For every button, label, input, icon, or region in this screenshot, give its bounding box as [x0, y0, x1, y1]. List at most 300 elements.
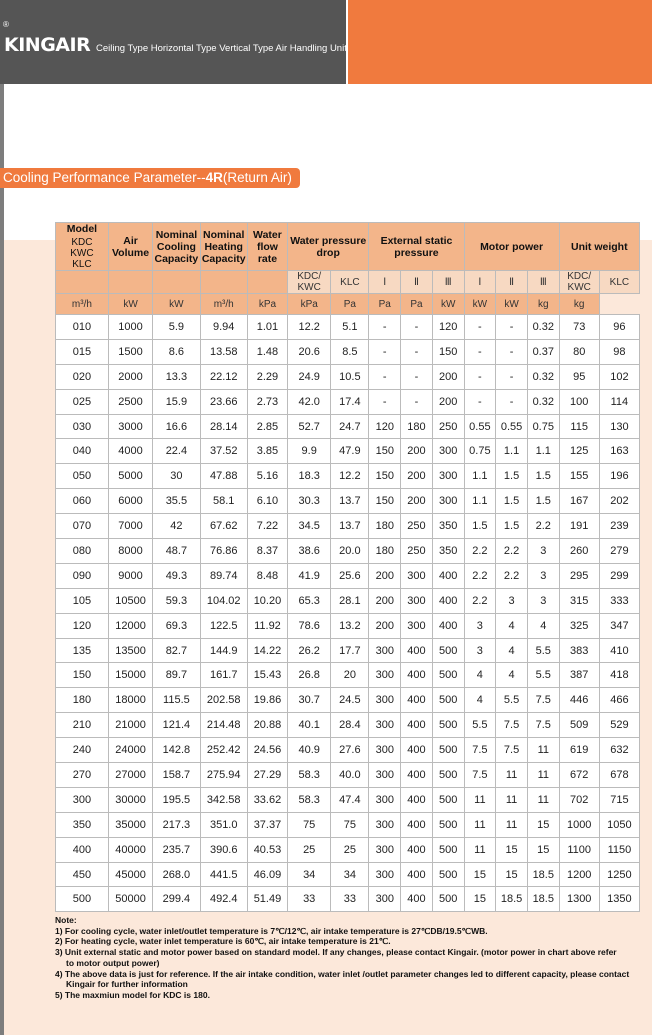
- table-cell: 15.9: [153, 389, 200, 414]
- table-cell: 13.3: [153, 364, 200, 389]
- table-cell: 196: [599, 464, 639, 489]
- table-row: [56, 763, 640, 788]
- table-cell: 492.4: [200, 887, 247, 912]
- table-cell: 12000: [108, 613, 152, 638]
- table-row: [56, 588, 640, 613]
- table-cell: 28.4: [331, 713, 369, 738]
- table-cell: 3: [464, 613, 496, 638]
- table-cell: 4: [527, 613, 559, 638]
- table-cell: 400: [401, 638, 433, 663]
- model-cell: 300: [56, 787, 109, 812]
- model-cell: 060: [56, 489, 109, 514]
- table-cell: 3: [464, 638, 496, 663]
- table-cell: 529: [599, 713, 639, 738]
- table-cell: 75: [331, 812, 369, 837]
- note-4-continued: Kingair for further information: [66, 979, 188, 990]
- table-cell: 33.62: [247, 787, 287, 812]
- model-cell: 120: [56, 613, 109, 638]
- table-cell: 400: [401, 688, 433, 713]
- table-cell: 315: [559, 588, 599, 613]
- table-cell: 300: [369, 688, 401, 713]
- model-cell: 400: [56, 837, 109, 862]
- table-cell: 24.9: [288, 364, 331, 389]
- model-header: Model: [66, 223, 98, 235]
- header-row-1: [56, 223, 640, 271]
- table-row: [56, 837, 640, 862]
- table-cell: 121.4: [153, 713, 200, 738]
- table-cell: 200: [432, 364, 464, 389]
- table-cell: 37.37: [247, 812, 287, 837]
- table-row: [56, 389, 640, 414]
- table-cell: 52.7: [288, 414, 331, 439]
- table-cell: -: [464, 364, 496, 389]
- table-cell: 295: [559, 563, 599, 588]
- table-cell: 19.86: [247, 688, 287, 713]
- table-cell: 8.37: [247, 539, 287, 564]
- table-cell: 28.1: [331, 588, 369, 613]
- sub-static-i: Ⅰ: [369, 271, 401, 294]
- table-cell: 15: [527, 812, 559, 837]
- table-cell: 45000: [108, 862, 152, 887]
- table-cell: 7.5: [464, 738, 496, 763]
- table-cell: 1.5: [527, 464, 559, 489]
- model-cell: 500: [56, 887, 109, 912]
- table-cell: 200: [369, 613, 401, 638]
- table-cell: 1.1: [527, 439, 559, 464]
- table-cell: 300: [369, 663, 401, 688]
- table-cell: 6.10: [247, 489, 287, 514]
- table-cell: 18000: [108, 688, 152, 713]
- table-cell: 250: [401, 514, 433, 539]
- table-cell: 35000: [108, 812, 152, 837]
- table-cell: 13.7: [331, 489, 369, 514]
- table-cell: 250: [432, 414, 464, 439]
- table-cell: 28.14: [200, 414, 247, 439]
- table-cell: 300: [369, 787, 401, 812]
- table-cell: 351.0: [200, 812, 247, 837]
- table-row: [56, 713, 640, 738]
- table-row: [56, 539, 640, 564]
- table-cell: 1150: [599, 837, 639, 862]
- table-cell: 0.32: [527, 315, 559, 340]
- table-cell: 8.6: [153, 339, 200, 364]
- table-cell: 200: [401, 464, 433, 489]
- table-cell: 15: [464, 887, 496, 912]
- table-cell: -: [496, 315, 528, 340]
- table-cell: 58.1: [200, 489, 247, 514]
- table-cell: 1350: [599, 887, 639, 912]
- table-cell: 11: [496, 812, 528, 837]
- table-cell: 390.6: [200, 837, 247, 862]
- table-cell: 1.01: [247, 315, 287, 340]
- table-cell: 715: [599, 787, 639, 812]
- table-cell: 11: [496, 763, 528, 788]
- table-cell: 24.7: [331, 414, 369, 439]
- header-subtitle: Ceiling Type Horizontal Type Vertical Type Air Handling Unit: [96, 43, 347, 54]
- notes-label: Note:: [55, 915, 77, 925]
- table-cell: 42.0: [288, 389, 331, 414]
- unit-cell: kPa: [288, 294, 331, 315]
- sub-motor-iii: Ⅲ: [527, 271, 559, 294]
- sub-blank-4: [200, 271, 247, 294]
- table-cell: 387: [559, 663, 599, 688]
- table-cell: 500: [432, 887, 464, 912]
- table-cell: 17.7: [331, 638, 369, 663]
- table-cell: 12.2: [288, 315, 331, 340]
- table-cell: 1300: [559, 887, 599, 912]
- model-cell: 135: [56, 638, 109, 663]
- table-cell: 300: [432, 489, 464, 514]
- table-cell: 2.73: [247, 389, 287, 414]
- table-cell: 49.3: [153, 563, 200, 588]
- table-cell: 300: [369, 862, 401, 887]
- sub-static-ii: Ⅱ: [401, 271, 433, 294]
- table-cell: 22.4: [153, 439, 200, 464]
- table-cell: 0.37: [527, 339, 559, 364]
- table-cell: 300: [369, 713, 401, 738]
- table-cell: 400: [401, 713, 433, 738]
- table-row: [56, 364, 640, 389]
- table-cell: 2.29: [247, 364, 287, 389]
- table-cell: 333: [599, 588, 639, 613]
- table-cell: 1.48: [247, 339, 287, 364]
- table-row: [56, 663, 640, 688]
- table-cell: 13500: [108, 638, 152, 663]
- table-cell: 41.9: [288, 563, 331, 588]
- table-cell: 34.5: [288, 514, 331, 539]
- table-cell: 25: [288, 837, 331, 862]
- table-cell: 383: [559, 638, 599, 663]
- table-cell: 18.5: [527, 887, 559, 912]
- table-cell: 21000: [108, 713, 152, 738]
- table-cell: 34: [331, 862, 369, 887]
- sub-klc-pressure: KLC: [331, 271, 369, 294]
- section-title-bold: 4R: [205, 170, 223, 185]
- model-cell: 240: [56, 738, 109, 763]
- table-cell: 98: [599, 339, 639, 364]
- table-row: [56, 613, 640, 638]
- table-cell: 672: [559, 763, 599, 788]
- table-cell: 9.9: [288, 439, 331, 464]
- table-cell: 24.5: [331, 688, 369, 713]
- table-cell: 200: [401, 439, 433, 464]
- table-cell: 40.1: [288, 713, 331, 738]
- table-cell: 5000: [108, 464, 152, 489]
- table-cell: 3: [527, 563, 559, 588]
- table-cell: 200: [432, 389, 464, 414]
- table-cell: 300: [369, 837, 401, 862]
- table-cell: 3: [496, 588, 528, 613]
- table-cell: 15: [496, 862, 528, 887]
- sub-blank-3: [153, 271, 200, 294]
- table-cell: 114: [599, 389, 639, 414]
- sub-static-iii: Ⅲ: [432, 271, 464, 294]
- registered-mark: ®: [3, 20, 9, 29]
- table-cell: 59.3: [153, 588, 200, 613]
- col-heating-capacity: Nominal Heating Capacity: [200, 223, 247, 271]
- table-cell: 27000: [108, 763, 152, 788]
- sub-kdc-kwc-weight: KDC/ KWC: [559, 271, 599, 294]
- table-cell: 1000: [559, 812, 599, 837]
- table-cell: 5.5: [527, 638, 559, 663]
- table-cell: 2500: [108, 389, 152, 414]
- table-cell: 268.0: [153, 862, 200, 887]
- table-cell: 11: [464, 787, 496, 812]
- unit-cell: m³/h: [56, 294, 109, 315]
- table-cell: 47.88: [200, 464, 247, 489]
- table-cell: 65.3: [288, 588, 331, 613]
- table-cell: 42: [153, 514, 200, 539]
- model-cell: 090: [56, 563, 109, 588]
- table-cell: 410: [599, 638, 639, 663]
- table-cell: 47.4: [331, 787, 369, 812]
- table-cell: 4: [496, 613, 528, 638]
- table-cell: 1200: [559, 862, 599, 887]
- table-cell: -: [496, 389, 528, 414]
- table-cell: 5.5: [527, 663, 559, 688]
- model-cell: 010: [56, 315, 109, 340]
- model-cell: 180: [56, 688, 109, 713]
- table-cell: 2.2: [496, 563, 528, 588]
- table-cell: 500: [432, 638, 464, 663]
- table-cell: 38.6: [288, 539, 331, 564]
- unit-cell: Pa: [331, 294, 369, 315]
- table-cell: 10500: [108, 588, 152, 613]
- table-cell: 15: [496, 837, 528, 862]
- table-cell: 142.8: [153, 738, 200, 763]
- table-row: [56, 787, 640, 812]
- table-row: [56, 514, 640, 539]
- col-water-pressure: Water pressure drop: [288, 223, 369, 271]
- model-cell: 350: [56, 812, 109, 837]
- table-cell: 15: [527, 837, 559, 862]
- table-cell: 26.2: [288, 638, 331, 663]
- table-cell: 115.5: [153, 688, 200, 713]
- sub-kdc-kwc-pressure: KDC/ KWC: [288, 271, 331, 294]
- table-cell: 250: [401, 539, 433, 564]
- header-row-sub: [56, 271, 640, 294]
- table-cell: -: [369, 389, 401, 414]
- table-cell: 40.0: [331, 763, 369, 788]
- table-cell: 0.32: [527, 389, 559, 414]
- col-external-static: External static pressure: [369, 223, 464, 271]
- table-cell: 13.2: [331, 613, 369, 638]
- table-cell: 8.48: [247, 563, 287, 588]
- table-cell: 400: [401, 862, 433, 887]
- table-cell: 1500: [108, 339, 152, 364]
- table-cell: 24.56: [247, 738, 287, 763]
- table-cell: 500: [432, 738, 464, 763]
- table-cell: 17.4: [331, 389, 369, 414]
- table-cell: 466: [599, 688, 639, 713]
- table-cell: 11: [464, 837, 496, 862]
- col-water-flow: Water flow rate: [247, 223, 287, 271]
- sub-blank-2: [108, 271, 152, 294]
- table-cell: -: [496, 364, 528, 389]
- table-cell: 2.2: [464, 588, 496, 613]
- table-cell: 300: [369, 738, 401, 763]
- table-cell: 33: [331, 887, 369, 912]
- table-cell: 96: [599, 315, 639, 340]
- table-cell: 3: [527, 539, 559, 564]
- table-cell: 400: [432, 613, 464, 638]
- table-cell: 202.58: [200, 688, 247, 713]
- table-cell: 26.8: [288, 663, 331, 688]
- table-cell: 33: [288, 887, 331, 912]
- table-cell: 150: [369, 489, 401, 514]
- table-cell: 23.66: [200, 389, 247, 414]
- table-cell: 5.5: [464, 713, 496, 738]
- notes-section: [55, 915, 650, 1001]
- unit-cell: kW: [153, 294, 200, 315]
- sub-blank-1: [56, 271, 109, 294]
- table-cell: 0.55: [496, 414, 528, 439]
- section-title: [0, 168, 300, 188]
- performance-table: [55, 222, 640, 912]
- table-cell: 7.22: [247, 514, 287, 539]
- model-cell: 210: [56, 713, 109, 738]
- table-cell: 299: [599, 563, 639, 588]
- brand-logo: KINGAIR: [4, 34, 91, 56]
- table-cell: 3000: [108, 414, 152, 439]
- table-cell: -: [369, 315, 401, 340]
- table-cell: 300: [401, 588, 433, 613]
- table-cell: 2000: [108, 364, 152, 389]
- table-row: [56, 489, 640, 514]
- table-cell: 78.6: [288, 613, 331, 638]
- table-cell: 678: [599, 763, 639, 788]
- table-cell: 500: [432, 713, 464, 738]
- table-cell: 6000: [108, 489, 152, 514]
- table-row: [56, 862, 640, 887]
- table-cell: 24000: [108, 738, 152, 763]
- table-cell: 300: [432, 464, 464, 489]
- table-cell: 58.3: [288, 787, 331, 812]
- table-row: [56, 563, 640, 588]
- unit-cell: m³/h: [200, 294, 247, 315]
- table-cell: 163: [599, 439, 639, 464]
- table-cell: 1100: [559, 837, 599, 862]
- table-cell: 102: [599, 364, 639, 389]
- table-cell: 1000: [108, 315, 152, 340]
- table-cell: 0.55: [464, 414, 496, 439]
- table-cell: 239: [599, 514, 639, 539]
- model-cell: 020: [56, 364, 109, 389]
- table-cell: 702: [559, 787, 599, 812]
- table-cell: 150: [369, 464, 401, 489]
- table-cell: 25: [331, 837, 369, 862]
- table-cell: -: [401, 389, 433, 414]
- table-cell: 9000: [108, 563, 152, 588]
- sub-motor-ii: Ⅱ: [496, 271, 528, 294]
- table-row: [56, 464, 640, 489]
- model-cell: 270: [56, 763, 109, 788]
- table-cell: 100: [559, 389, 599, 414]
- table-cell: 4: [496, 638, 528, 663]
- table-cell: 0.32: [527, 364, 559, 389]
- table-cell: 0.75: [527, 414, 559, 439]
- table-cell: 299.4: [153, 887, 200, 912]
- model-cell: 025: [56, 389, 109, 414]
- unit-cell: kW: [108, 294, 152, 315]
- table-cell: 350: [432, 539, 464, 564]
- table-cell: 12.2: [331, 464, 369, 489]
- table-cell: 191: [559, 514, 599, 539]
- note-3-continued: to motor output power): [66, 957, 160, 968]
- model-cell: 050: [56, 464, 109, 489]
- table-cell: 15000: [108, 663, 152, 688]
- table-cell: 500: [432, 787, 464, 812]
- note-2: 2) For heating cycle, water inlet temperature is 60℃, air intake temperature is 21℃.: [55, 936, 391, 947]
- table-cell: 20.88: [247, 713, 287, 738]
- table-cell: 1.1: [496, 439, 528, 464]
- col-motor-power: Motor power: [464, 223, 559, 271]
- model-cell: 040: [56, 439, 109, 464]
- table-cell: -: [496, 339, 528, 364]
- table-cell: 4: [496, 663, 528, 688]
- note-4: 4) The above data is just for reference. If the air intake condition, water inlet /outlet parameter changes led to different capacity, please contact: [55, 968, 630, 979]
- table-cell: 5.16: [247, 464, 287, 489]
- table-cell: 10.20: [247, 588, 287, 613]
- table-cell: 27.6: [331, 738, 369, 763]
- table-cell: 46.09: [247, 862, 287, 887]
- table-cell: 34: [288, 862, 331, 887]
- table-cell: 18.3: [288, 464, 331, 489]
- table-cell: 48.7: [153, 539, 200, 564]
- sub-blank-5: [247, 271, 287, 294]
- table-body: [56, 315, 640, 912]
- table-cell: 27.29: [247, 763, 287, 788]
- table-cell: 37.52: [200, 439, 247, 464]
- header-units-row: [56, 294, 640, 315]
- table-cell: 18.5: [496, 887, 528, 912]
- table-cell: 11: [527, 787, 559, 812]
- table-cell: 400: [401, 663, 433, 688]
- table-cell: 3: [527, 588, 559, 613]
- table-cell: 20.6: [288, 339, 331, 364]
- table-cell: 11: [496, 787, 528, 812]
- model-cell: 030: [56, 414, 109, 439]
- table-cell: 500: [432, 812, 464, 837]
- sub-klc-weight: KLC: [599, 271, 639, 294]
- table-cell: 347: [599, 613, 639, 638]
- unit-cell: kW: [464, 294, 496, 315]
- table-cell: 47.9: [331, 439, 369, 464]
- header-orange-panel: [348, 0, 652, 84]
- table-cell: 40000: [108, 837, 152, 862]
- col-model: [56, 223, 109, 271]
- table-cell: -: [401, 315, 433, 340]
- table-cell: 350: [432, 514, 464, 539]
- model-cell: 450: [56, 862, 109, 887]
- table-cell: 7.5: [527, 688, 559, 713]
- unit-cell: kg: [527, 294, 559, 315]
- table-cell: -: [464, 315, 496, 340]
- table-cell: 80: [559, 339, 599, 364]
- table-cell: 18.5: [527, 862, 559, 887]
- table-cell: 150: [432, 339, 464, 364]
- table-cell: 180: [369, 539, 401, 564]
- table-cell: 167: [559, 489, 599, 514]
- table-cell: 202: [599, 489, 639, 514]
- table-cell: 1.5: [496, 464, 528, 489]
- table-cell: 1250: [599, 862, 639, 887]
- table-cell: 300: [369, 812, 401, 837]
- table-cell: 7.5: [527, 713, 559, 738]
- table-cell: 300: [432, 439, 464, 464]
- table-cell: 1.5: [496, 489, 528, 514]
- table-cell: 325: [559, 613, 599, 638]
